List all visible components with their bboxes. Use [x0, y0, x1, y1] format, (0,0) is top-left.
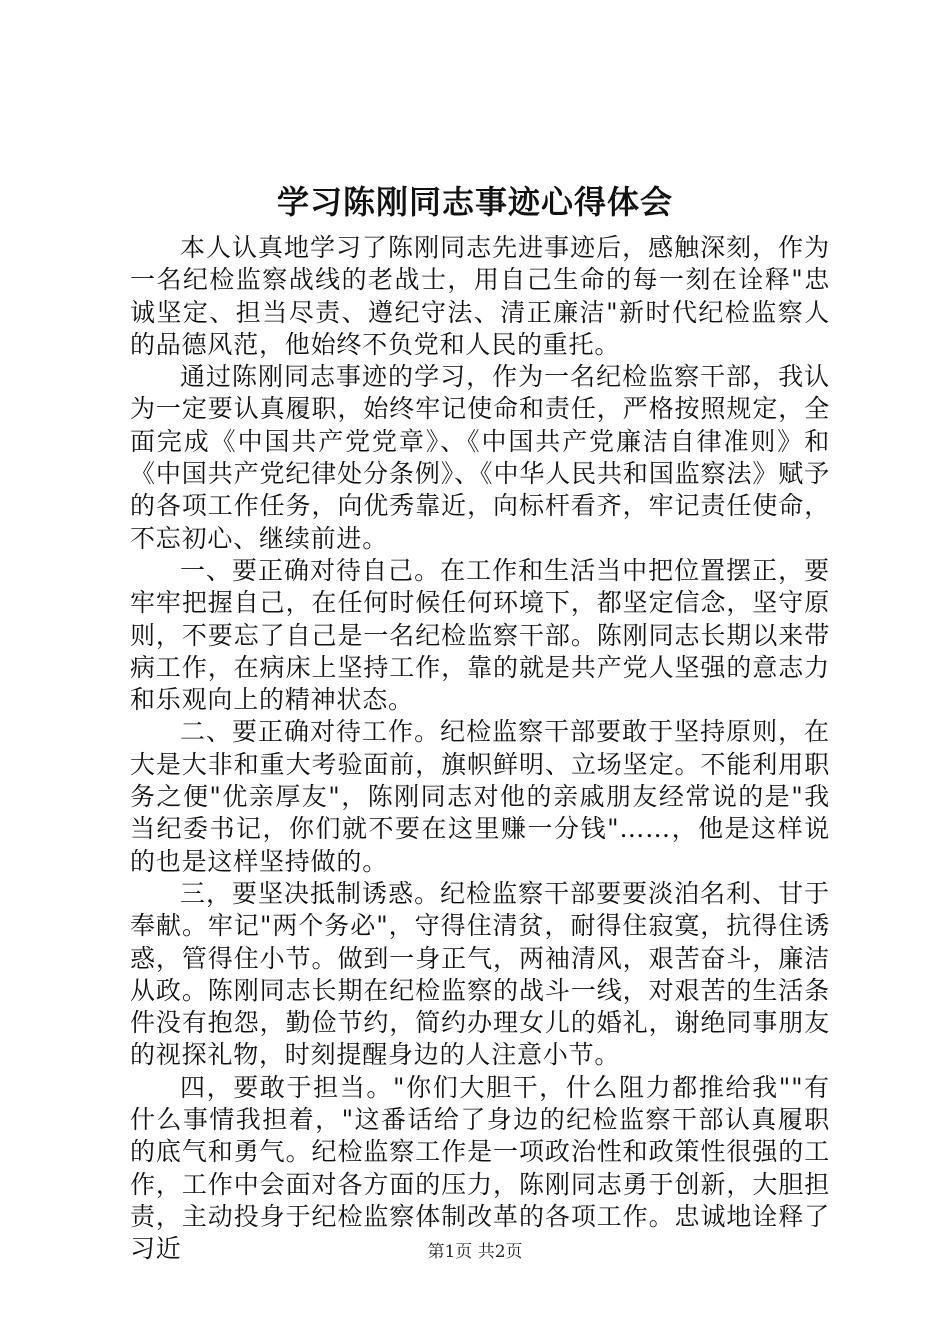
paragraph-5: 三，要坚决抵制诱惑。纪检监察干部要要淡泊名利、甘于奉献。牢记"两个务必"，守得住清贫，耐得住寂寞，抗得住诱惑，管得住小节。做到一身正气，两袖清风，艰苦奋斗，廉洁从政。陈刚同志长期在纪检监察的战斗一线，对艰苦的生活条件没有抱怨，勤俭节约，简约办理女儿的婚礼，谢绝同事朋友的视探礼物，时刻提醒身边的人注意小节。	[130, 878, 830, 1070]
paragraph-2: 通过陈刚同志事迹的学习，作为一名纪检监察干部，我认为一定要认真履职，始终牢记使命和责任，严格按照规定，全面完成《中国共产党党章》、《中国共产党廉洁自律准则》和《中国共产党纪律处分条例》、《中华人民共和国监察法》赋予的各项工作任务，向优秀靠近，向标杆看齐，牢记责任使命，不忘初心、继续前进。	[130, 362, 830, 553]
document-body	[130, 232, 830, 1266]
page-footer: 第1页 共2页	[427, 1242, 523, 1262]
paragraph-3: 一、要正确对待自己。在工作和生活当中把位置摆正，要牢牢把握自己，在任何时候任何环境下，都坚定信念，坚守原则，不要忘了自己是一名纪检监察干部。陈刚同志长期以来带病工作，在病床上坚持工作，靠的就是共产党人坚强的意志力和乐观向上的精神状态。	[130, 555, 830, 715]
document-title: 学习陈刚同志事迹心得体会	[276, 183, 673, 221]
paragraph-1: 本人认真地学习了陈刚同志先进事迹后，感触深刻，作为一名纪检监察战线的老战士，用自己生命的每一刻在诠释"忠诚坚定、担当尽责、遵纪守法、清正廉洁"新时代纪检监察人的品德风范，他始终不负党和人民的重托。	[130, 233, 830, 359]
paragraph-6: 四，要敢于担当。"你们大胆干，什么阻力都推给我""有什么事情我担着，"这番话给了身边的纪检监察干部认真履职的底气和勇气。纪检监察工作是一项政治性和政策性很强的工作，工作中会面对各方面的压力，陈刚同志勇于创新，大胆担责，主动投身于纪检监察体制改革的各项工作。忠诚地诠释了习近	[130, 1072, 830, 1264]
paragraph-4: 二、要正确对待工作。纪检监察干部要敢于坚持原则，在大是大非和重大考验面前，旗帜鲜明、立场坚定。不能利用职务之便"优亲厚友"，陈刚同志对他的亲戚朋友经常说的是"我当纪委书记，你们就不要在这里赚一分钱"……，他是这样说的也是这样坚持做的。	[130, 717, 830, 876]
